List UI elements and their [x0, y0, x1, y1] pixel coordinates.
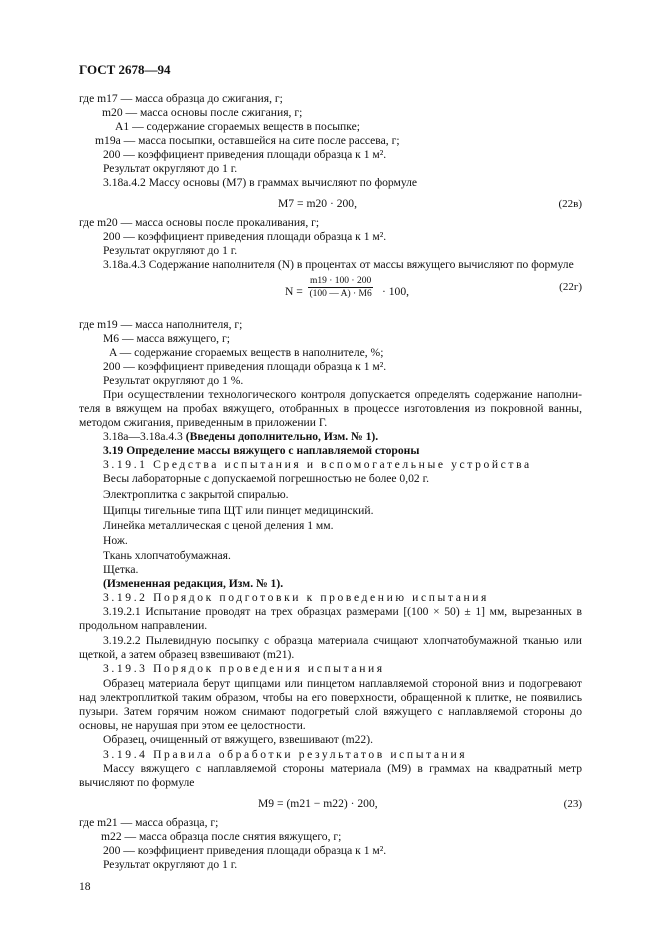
amendment-note: (Введены дополнительно, Изм. № 1).	[185, 430, 379, 443]
text-line: 200 — коэффициент приведения площади образца к 1 м².	[103, 230, 387, 243]
equation-number: (23)	[563, 798, 582, 810]
text-line: При осуществлении технологического контроля допускается определять содержание наполни-	[103, 388, 582, 401]
text-line: где m19 — масса наполнителя, г;	[79, 318, 243, 331]
text-line: m22 — масса образца после снятия вяжущего, г;	[101, 830, 342, 843]
text-line: 3.19.2.1 Испытание проводят на трех образцах размерами [(100 × 50) ± 1] мм, вырезанных в	[103, 605, 582, 618]
formula-23: M9 = (m21 − m22) · 200,	[258, 797, 378, 810]
text-line: A — содержание сгораемых веществ в наполнителе, %;	[109, 346, 384, 359]
text-line: Электроплитка с закрытой спиралью.	[103, 488, 289, 501]
amendment-note: (Измененная редакция, Изм. № 1).	[103, 577, 284, 590]
text-line: Нож.	[103, 534, 128, 547]
text-line: Результат округляют до 1 г.	[103, 244, 238, 257]
text-line: Ткань хлопчатобумажная.	[103, 549, 231, 562]
text-line: щеткой, а затем образец взвешивают (m21).	[79, 648, 295, 661]
text-line: Образец, очищенный от вяжущего, взвешивают (m22).	[103, 733, 373, 746]
amendment-range: 3.18а—3.18а.4.3	[103, 430, 183, 443]
text-line: Массу вяжущего с наплавляемой стороны материала (M9) в граммах на квадратный метр	[103, 762, 582, 775]
subsection-heading: 3.19.4 Правила обработки результатов испытания	[103, 748, 468, 761]
section-heading: 3.19 Определение массы вяжущего с наплавляемой стороны	[103, 444, 420, 457]
page-number: 18	[79, 880, 91, 893]
text-line: вычисляют по формуле	[79, 776, 195, 789]
text-line: где m17 — масса образца до сжигания, г;	[79, 92, 283, 105]
text-line: M6 — масса вяжущего, г;	[103, 332, 230, 345]
text-line: 200 — коэффициент приведения площади образца к 1 м².	[103, 844, 387, 857]
text-line: 200 — коэффициент приведения площади образца к 1 м².	[103, 148, 387, 161]
text-line: методом сжигания, приведенным в приложении Г.	[79, 416, 328, 429]
text-line: Щетка.	[103, 563, 139, 576]
text-line: m19a — масса посыпки, оставшейся на сите после рассева, г;	[95, 134, 400, 147]
text-line	[103, 430, 378, 444]
text-line: m20 — масса основы после сжигания, г;	[102, 106, 303, 119]
subsection-heading: 3.19.3 Порядок проведения испытания	[103, 662, 385, 675]
formula-22g-suffix: · 100,	[382, 285, 410, 298]
text-line: Результат округляют до 1 %.	[103, 374, 244, 387]
text-line: основы, не нарушая при этом ее целостности.	[79, 719, 306, 732]
text-line: A1 — содержание сгораемых веществ в посыпке;	[115, 120, 360, 133]
formula-22g-prefix: N =	[285, 285, 303, 298]
text-line: 3.18а.4.2 Массу основы (M7) в граммах вычисляют по формуле	[103, 176, 418, 189]
equation-number: (22в)	[558, 198, 582, 210]
fraction-numerator: m19 · 100 · 200	[310, 276, 372, 286]
text-line: Результат округляют до 1 г.	[103, 162, 238, 175]
text-line: 3.19.2.2 Пылевидную посыпку с образца материала счищают хлопчатобумажной тканью или	[103, 634, 582, 647]
fraction-denominator: (100 — A) · M6	[309, 289, 372, 299]
subsection-heading: 3.19.2 Порядок подготовки к проведению испытания	[103, 591, 489, 604]
text-line: Щипцы тигельные типа ЩТ или пинцет медицинский.	[103, 504, 374, 517]
text-line: Результат округляют до 1 г.	[103, 858, 238, 871]
text-line: где m21 — масса образца, г;	[79, 816, 219, 829]
text-line: 200 — коэффициент приведения площади образца к 1 м².	[103, 360, 387, 373]
text-line: Линейка металлическая с ценой деления 1 мм.	[103, 519, 334, 532]
text-line: 3.18а.4.3 Содержание наполнителя (N) в процентах от массы вяжущего вычисляют по формуле	[103, 258, 574, 271]
text-line: Весы лабораторные с допускаемой погрешностью не более 0,02 г.	[103, 472, 429, 485]
subsection-heading: 3.19.1 Средства испытания и вспомогательные устройства	[103, 458, 532, 471]
formula-22g-fraction	[308, 276, 373, 299]
text-line: пузыри. Затем горячим ножом снимают подогретый слой вяжущего с наплавляемой стороны до	[79, 705, 582, 718]
equation-number: (22г)	[559, 281, 582, 293]
document-header: ГОСТ 2678—94	[79, 62, 171, 77]
text-line: Образец материала берут щипцами или пинцетом наплавляемой стороной вниз и подогревают	[103, 677, 582, 690]
text-line: над электроплиткой таким образом, чтобы на его поверхности, обращенной к плитке, не появились	[79, 691, 582, 704]
text-line: теля в вяжущем на пробах вяжущего, отобранных в процессе изготовления из покровной ванны,	[79, 402, 582, 415]
text-line: где m20 — масса основы после прокаливания, г;	[79, 216, 320, 229]
formula-22v: M7 = m20 · 200,	[278, 197, 357, 210]
text-line: продольном направлении.	[79, 619, 208, 632]
